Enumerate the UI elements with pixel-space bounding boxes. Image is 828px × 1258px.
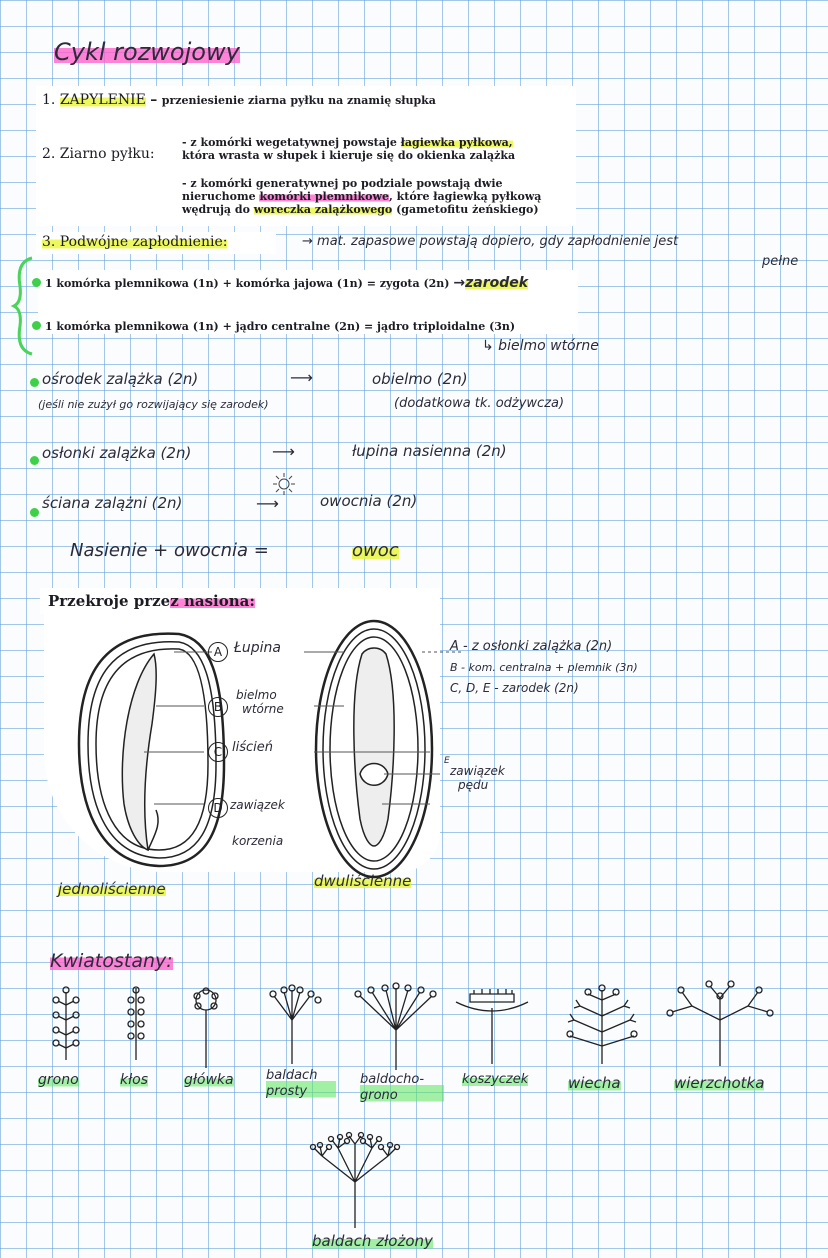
klos-icon [128,987,144,1060]
dicot-seed-icon [316,621,432,877]
wiecha-icon [567,985,637,1064]
inflorescence-drawings [0,980,828,1080]
equation-triploid [32,320,515,333]
transform-row-3 [30,502,39,521]
label-e-2: pędu [458,778,489,792]
zapylenie-number: 1. [42,92,56,108]
baldach-prosty-icon [270,985,321,1064]
label-bielmo-2: wtórne [242,702,284,716]
bullet-dot-icon [32,278,41,287]
letter-c-badge: C [208,742,228,762]
label-zawiazek: zawiązek [230,798,285,812]
transform-3-to: owocnia (2n) [320,492,418,510]
transform-1-to: obielmo (2n) [372,370,468,388]
label-bielmo-1: bielmo [236,688,277,702]
bullet-dot-icon [32,321,41,330]
label-lupina: Łupina [234,640,281,656]
formula-left: Nasienie + owocnia = [70,540,269,561]
label-baldocho-grono: baldocho-grono [360,1072,444,1104]
zapylenie-desc: przeniesienie ziarna pyłku na znamię słupka [161,94,436,107]
transform-2-to: łupina nasienna (2n) [352,442,507,460]
podwojne-note-end: pełne [762,254,799,269]
podwojne-label [42,234,227,250]
podwojne-term: 3. Podwójne zapłodnienie: [42,234,228,250]
monocot-seed-icon [79,634,224,866]
bielmo-note: ↳ bielmo wtórne [482,338,599,354]
label-klos: kłos [120,1072,148,1088]
seed-legend [450,636,638,699]
zarodek-term: zarodek [465,275,529,291]
zapylenie-dash: – [150,92,158,108]
komorki-plemnikowe-term: komórki plemnikowe [259,190,389,203]
letter-e: E [444,756,450,766]
caption-monocot: jednoliścienne [58,880,166,898]
formula-right: owoc [352,540,399,561]
zapylenie-term: ZAPYLENIE [59,92,146,108]
arrow-icon: ⟶ [290,368,313,387]
glowka-icon [194,988,218,1068]
woreczek-term: woreczka zalążkowego [253,203,393,216]
kwiatostany-title: Kwiatostany: [50,950,173,972]
bullet-dot-icon [30,456,39,465]
ziarno-description [182,136,541,216]
ziarno-line4a: nieruchome [182,190,260,203]
ziarno-line4c: , które łagiewką pyłkową [388,190,542,203]
transform-1-to-sub: (dodatkowa tk. odżywcza) [394,396,565,411]
caption-dicot: dwuliścienne [314,872,412,890]
letter-b-badge: B [208,697,228,717]
ziarno-line5a: wędrują do [182,203,254,216]
transform-3-from: ściana zalążni (2n) [42,494,183,512]
transform-2-from: osłonki zalążka (2n) [42,444,192,462]
label-baldach-zlozony: baldach złożony [312,1232,433,1250]
transform-row-1 [30,372,39,391]
baldocho-grono-icon [355,983,436,1070]
letter-a-badge: A [208,642,228,662]
transform-row-2 [30,450,39,469]
koszyczek-icon [456,989,528,1064]
arrow-icon: ⟶ [272,442,295,461]
label-bielmo [236,688,284,716]
legend-cde: C, D, E - zarodek (2n) [450,681,579,695]
bullet-dot-icon [30,378,39,387]
lagiewka-term: łagiewka pyłkowa, [400,136,513,149]
label-wierzchotka: wierzchotka [674,1074,765,1092]
transform-1-from: ośrodek zalążka (2n) [42,370,199,388]
label-glowka: główka [184,1072,234,1088]
label-wiecha: wiecha [568,1074,621,1092]
label-korzenia: korzenia [232,834,284,848]
label-e-1: zawiązek [450,764,505,778]
ziarno-line5c: (gametofitu żeńskiego) [392,203,539,216]
letter-d-badge: D [208,798,228,818]
label-grono: grono [38,1072,79,1088]
legend-b: B - kom. centralna + plemnik (3n) [450,661,638,674]
label-koszyczek: koszyczek [462,1072,529,1087]
ziarno-label: 2. Ziarno pyłku: [42,146,155,162]
przekroje-title-b: z nasiona: [170,592,255,610]
label-zawiazek-pedu [450,764,505,792]
arrow-icon: ⟶ [256,494,279,513]
przekroje-title-a: Przekroje prze [48,592,171,610]
baldach-zlozony-icon [300,1132,410,1232]
grono-icon [53,987,79,1060]
ziarno-line3: - z komórki generatywnej po podziale powstają dwie [182,177,503,190]
label-baldach-prosty: baldach prosty [266,1068,336,1100]
przekroje-title [48,592,255,610]
bullet-dot-icon [30,508,39,517]
equation-zygota: 1 komórka plemnikowa (1n) + komórka jajowa (1n) = zygota (2n) →zarodek [32,275,528,291]
podwojne-note: → mat. zapasowe powstają dopiero, gdy zapłodnienie jest [302,234,679,249]
zapylenie-line [42,92,436,108]
legend-a: A - z osłonki zalążka (2n) [450,639,613,654]
label-liscien: liścień [232,740,273,755]
sun-icon [264,470,304,496]
transform-1-from-sub: (jeśli nie zużył go rozwijający się zarodek) [38,398,269,411]
ziarno-line2: która wrasta w słupek i kieruje się do okienka zalążka [182,149,516,162]
ziarno-line1a: - z komórki wegetatywnej powstaje [182,136,401,149]
page-title: Cykl rozwojowy [54,38,240,66]
equation-zygota-text: 1 komórka plemnikowa (1n) + komórka jajowa (1n) = zygota (2n) [44,277,450,290]
equation-triploid-text: 1 komórka plemnikowa (1n) + jądro centralne (2n) = jądro triploidalne (3n) [44,320,516,333]
wierzchotka-icon [667,981,773,1066]
